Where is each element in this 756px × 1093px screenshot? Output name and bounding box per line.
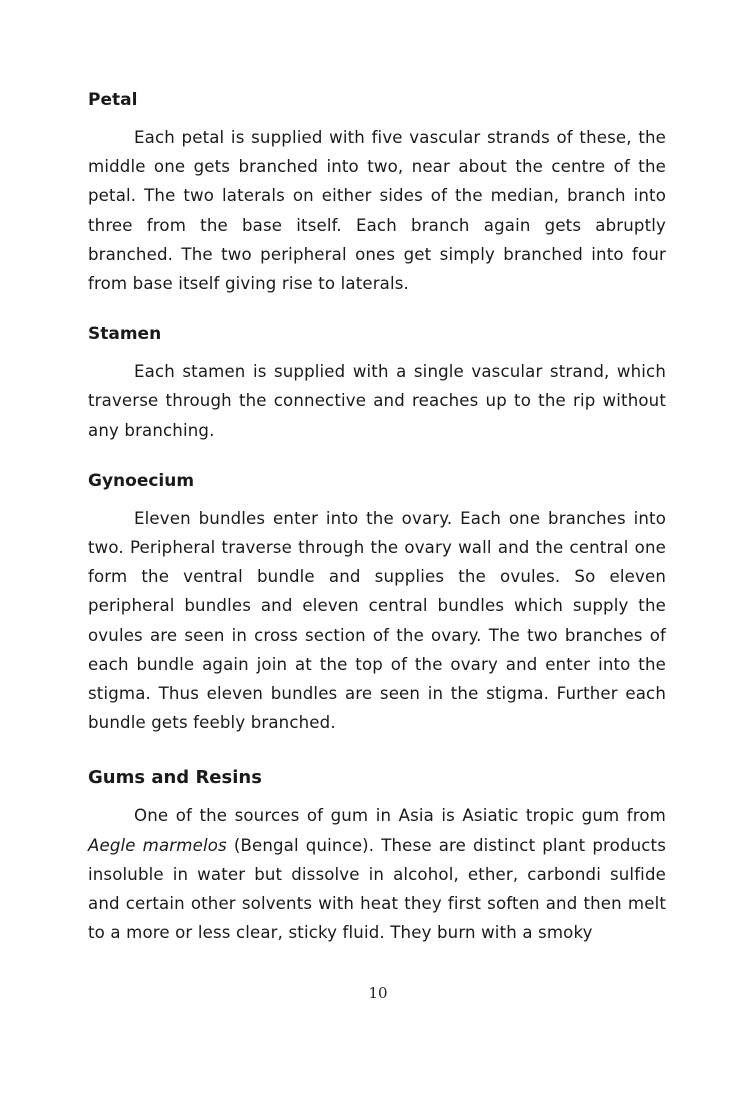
section-body-gums-and-resins	[88, 801, 666, 947]
section-heading-gynoecium: Gynoecium	[88, 470, 195, 491]
page-number: 10	[368, 984, 388, 1002]
body-text-start: One of the sources of gum in Asia is Asiatic tropic gum from	[134, 806, 666, 826]
section-body-petal: Each petal is supplied with five vascular strands of these, the middle one gets branched into two, near about the centre of the petal. The two laterals on either sides of the median, branch into three from the base itself. Each branch again gets abruptly branched. The two peripheral ones get simply branched into four from base itself giving rise to laterals.	[88, 128, 666, 294]
species-name: Aegle marmelos	[88, 835, 227, 855]
section-heading-petal: Petal	[88, 90, 138, 110]
section-body-gynoecium: Eleven bundles enter into the ovary. Each one branches into two. Peripheral traverse through the ovary wall and the central one form the ventral bundle and supplies the ovules. So eleven peripheral bundles and eleven central bundles which supply the ovules are seen in cross section of the ovary. The two branches of each bundle again join at the top of the ovary and enter into the stigma. Thus eleven bundles are seen in the stigma. Further each bundle gets feebly branched.	[88, 508, 666, 733]
body-text-rest: (Bengal quince). These are distinct plant products insoluble in water but dissolve in alcohol, ether, carbondi sulfide and certain other solvents with heat they first soften and then melt to a more or less clear, sticky fluid. They burn with a smoky	[88, 835, 666, 943]
document-page	[88, 86, 666, 947]
section-heading-stamen: Stamen	[88, 324, 162, 345]
section-heading-gums-and-resins: Gums and Resins	[88, 767, 262, 789]
section-body-stamen: Each stamen is supplied with a single vascular strand, which traverse through the connective and reaches up to the rip without any branching.	[88, 362, 666, 440]
